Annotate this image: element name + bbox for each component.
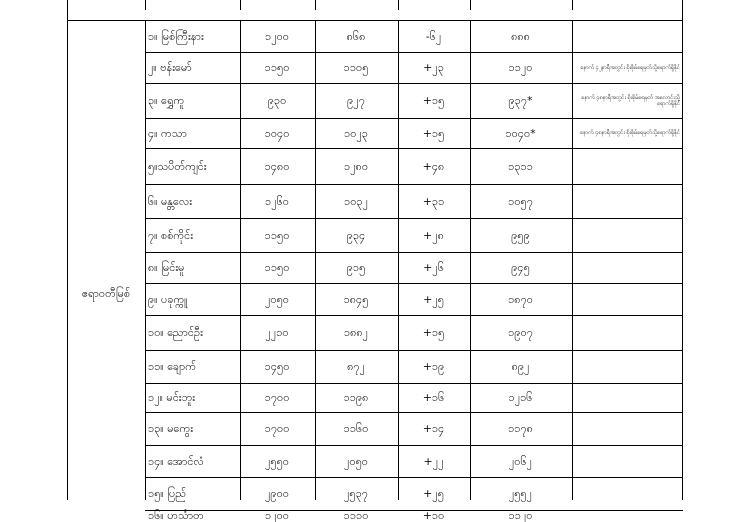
station-name: ၆။ မန္တလေး: [148, 194, 193, 208]
current-level: ၁၈၄၅: [343, 292, 369, 306]
level-change: +၁၅: [422, 94, 445, 107]
current-level: ၉၃၄: [346, 228, 366, 242]
remark: [573, 351, 684, 383]
remark: [573, 219, 684, 252]
forecast-level: ၁၃၁၁: [508, 159, 533, 173]
forecast-level: ၁၁၂၀: [508, 61, 533, 74]
level-change: +၂၅: [423, 292, 444, 306]
station-name: ၉။ ပခုက္ကူ: [148, 292, 188, 306]
current-level: ၈၆၈: [346, 29, 366, 43]
level-change: +၁၆: [422, 391, 445, 404]
current-level: ၂၀၅၀: [344, 454, 368, 468]
danger-level: ၁၀၄၀: [264, 126, 290, 140]
danger-level: ၂၂၁၀: [265, 326, 289, 339]
danger-level: ၁၄၅၀: [264, 360, 290, 373]
forecast-level: ၉၄၅: [511, 261, 530, 274]
station-name: ၁၁။ ချောက်: [148, 360, 196, 373]
remark: နောက် ၄၈နာရီအတွင်း စိုးစိုမ်ရေမှတ် အလောင်းသို့ ရောက်ရှိနိုင်: [581, 94, 680, 107]
header-divider: [470, 0, 471, 10]
danger-level: ၂၉၀၀: [265, 487, 289, 500]
danger-level: ၉၃၀: [267, 94, 287, 107]
danger-level: ၁၇၀၀: [264, 422, 290, 435]
level-change: +၁၄: [422, 422, 445, 435]
current-level: ၁၈၈၂: [343, 326, 369, 339]
station-name: ၁၄။ အောင်လံ: [148, 454, 204, 468]
station-name: ၁၆။ ဟင်္သာတ: [148, 508, 204, 522]
station-name: ၁၂။ မင်းဘူး: [148, 391, 195, 404]
current-level: ၁၂၈၀: [343, 159, 369, 173]
remark: [573, 413, 684, 445]
current-level: ၁၁၀၅: [343, 61, 369, 74]
station-name: ၁၅။ ပြည်: [148, 487, 186, 500]
station-name: ၈။ မြင်းမူ: [148, 261, 185, 274]
level-change: +၁၅: [422, 126, 445, 140]
region-label: ဧရာဝတီမြစ်: [81, 287, 131, 300]
danger-level: ၂၀၅၀: [265, 292, 289, 306]
level-change: +၃၁: [422, 194, 445, 208]
current-level: ၁၁၉၈: [343, 391, 369, 404]
danger-level: ၂၅၅၀: [265, 454, 289, 468]
table-border: [67, 0, 68, 20]
station-name: ၁၀။ ညောင်ဦး: [148, 326, 203, 339]
remark: [573, 316, 684, 350]
forecast-level: ၁၀၄၀*: [505, 126, 536, 140]
remark: [573, 253, 684, 283]
remark: နောက် ၄၂နာရီအတွင်း စိုးစိုမ်ရေမှတ်သို့ရောက်ရှိနိုင်: [580, 64, 680, 71]
remark: နောက် ၄၈နာရီအတွင်း စိုးစိုမ်ရေမှတ်သို့ရောက်ရှိနိုင်: [580, 130, 680, 137]
level-change: +၁၉: [422, 360, 445, 373]
current-level: ၉၂၇: [347, 94, 365, 107]
current-level: ၁၀၂၃: [344, 126, 368, 140]
forecast-level: ၈၈၈: [511, 29, 530, 43]
remark: [573, 21, 684, 52]
level-change: -၆၂: [425, 29, 442, 43]
current-level: ၉၁၅: [346, 261, 366, 274]
station-name: ၁၃။ မကွေး: [148, 422, 194, 435]
forecast-level: ၁၈၇၀: [508, 292, 533, 306]
forecast-level: ၉၃၇*: [508, 94, 533, 107]
current-level: ၂၅၃၇: [344, 487, 368, 500]
danger-level: ၁၁၅၀: [264, 61, 290, 74]
station-name: ၃။ ရွှေကူ: [148, 94, 185, 107]
remark: [573, 284, 684, 315]
current-level: ၈၇၂: [347, 360, 365, 373]
header-divider: [572, 0, 573, 10]
table-border: [682, 0, 683, 20]
danger-level: ၁၂၀၀: [265, 29, 289, 43]
remark: [573, 185, 684, 218]
station-name: ၂။ ဗန်းမော်: [148, 61, 192, 74]
remark: [573, 478, 684, 510]
station-name: ၁။ မြစ်ကြီးနား: [148, 29, 204, 43]
forecast-level: ၁၂၁၆: [508, 391, 533, 404]
remark: [573, 511, 684, 520]
remark: [573, 446, 684, 477]
current-level: ၁၁၆၀: [343, 422, 369, 435]
danger-level: ၁၂၆၀: [265, 194, 289, 208]
forecast-level: ၂၅၅၂: [508, 487, 533, 500]
danger-level: ၁၁၅၀: [264, 261, 290, 274]
header-divider: [315, 0, 316, 10]
level-change: +၂၂: [423, 454, 444, 468]
header-divider: [145, 0, 146, 10]
current-level: ၁၀၃၂: [344, 194, 368, 208]
danger-level: ၁၄၈၀: [264, 159, 290, 173]
forecast-level: ၁၉၀၇: [508, 326, 533, 339]
header-divider: [240, 0, 241, 10]
station-name: ၄။ ကသာ: [148, 126, 187, 140]
remark: [573, 384, 684, 412]
remark: [573, 149, 684, 184]
table-border: [67, 20, 68, 500]
level-change: +၁၅: [422, 326, 445, 339]
level-change: +၄၈: [422, 159, 445, 173]
station-name: ၇။ စစ်ကိုင်း: [148, 228, 194, 242]
level-change: +၂၃: [423, 61, 444, 74]
forecast-level: ၁၁၂၀: [508, 508, 533, 522]
level-change: +၁၀: [422, 508, 445, 522]
level-change: +၂၈: [423, 228, 444, 242]
forecast-level: ၁၁၇၈: [508, 422, 533, 435]
forecast-level: ၁၀၅၇: [508, 194, 533, 208]
level-change: +၂၅: [423, 487, 444, 500]
current-level: ၁၁၁၀: [343, 508, 369, 522]
forecast-level: ၉၅၉: [511, 228, 530, 242]
danger-level: ၁၂၀၀: [265, 508, 289, 522]
forecast-level: ၈၉၂: [511, 360, 530, 373]
header-divider: [398, 0, 399, 10]
level-change: +၂၆: [423, 261, 444, 274]
danger-level: ၁၇၀၀: [264, 391, 290, 404]
danger-level: ၁၁၅၀: [264, 228, 290, 242]
station-name: ၅။သပိတ်ကျင်း: [148, 159, 207, 173]
forecast-level: ၂၀၆၂: [508, 454, 533, 468]
